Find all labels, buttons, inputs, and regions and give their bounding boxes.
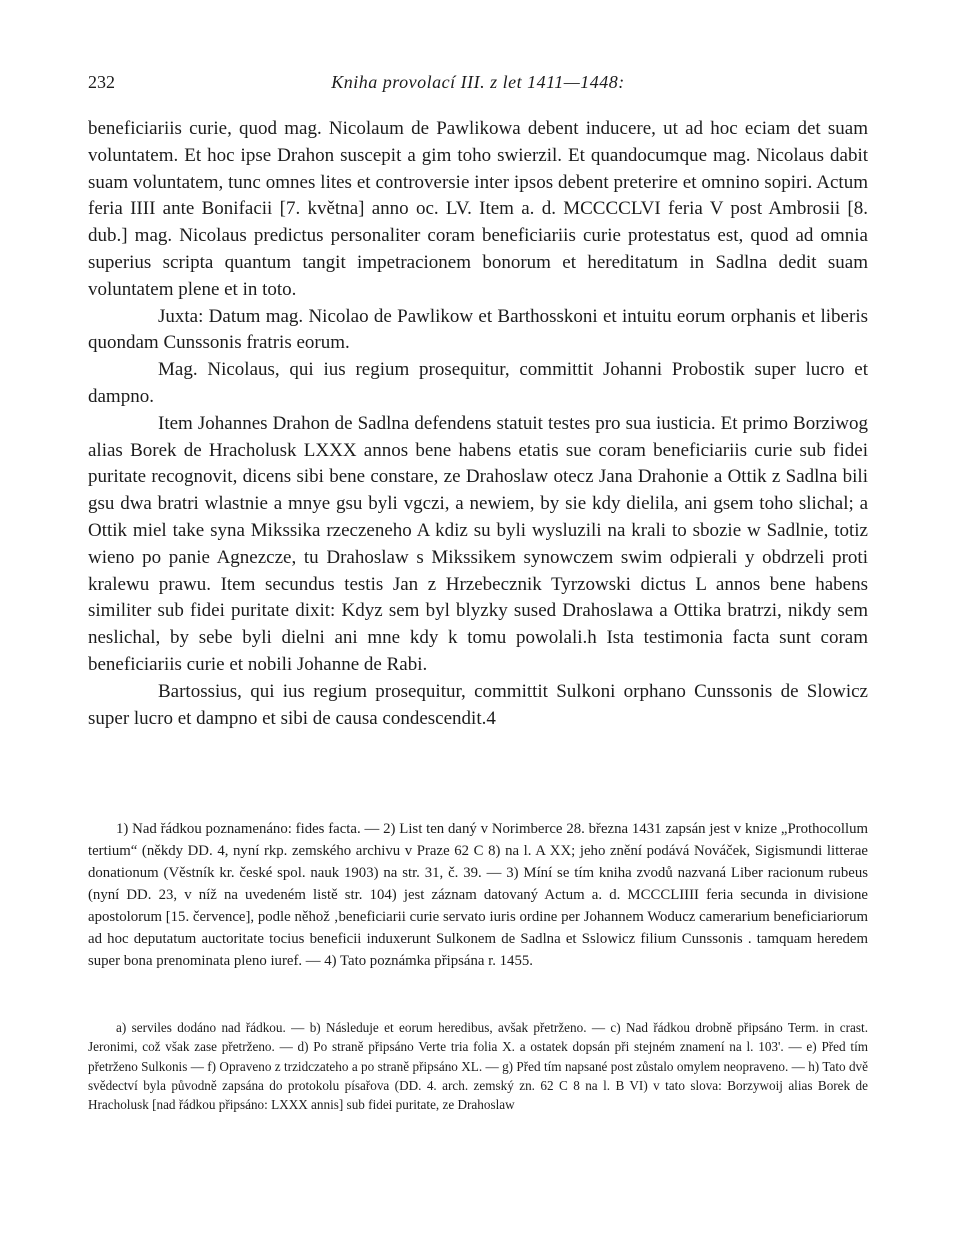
variant-notes-text: a) serviles dodáno nad řádkou. — b) Následuje et eorum heredibus, avšak přetrženo. — c) Nad řádkou drobně připsáno Term. in crast. Jeronimi, což však zase přetrženo. — d) Po straně připsáno Verte tria folia X. a ostatek dopsán při stejném znamení na l. 103'. — e) Před tím přetrženo Sulkonis — f) Opraveno z trzidczateho a po straně připsáno XL. — g) Před tím napsané post zůstalo omylem neopraveno. — h) Tato dvě svědectví byla původně zapsána do protokolu písařova (DD. 4. arch. zemský zn. 62 C 8 na l. B VI) v tato slova: Borzywoij alias Borek de Hracholusk [nad řádkou připsáno: LXXX annis] sub fidei puritate, ze Drahoslaw [88,1020,868,1113]
body-paragraph: Mag. Nicolaus, qui ius regium prosequitur, committit Johanni Probostik super lucro et dampno. [88,359,868,407]
running-title: Kniha provolací III. z let 1411—1448: [331,72,625,92]
body-paragraph: Item Johannes Drahon de Sadlna defendens statuit testes pro sua iusticia. Et primo Borziwog alias Borek de Hracholusk LXXX annos bene habens etatis sue coram beneficiariis curie sub fidei puritate recognovit, dicens sibi bene constare, ze Drahoslaw otecz Jana Drahonie a Ottik z Sadlna bili gsu dwa bratri wlastnie a mnye gsu byli vgczi, a newiem, by sie kdy dielila, ani gsem toho slichal; a Ottik miel take syna Mikssika rzeczeneho A kdiz su byli wysluzili na krali to sbozie w Sadlnie, totiz wieno po panie Agnezcze, tu Drahoslaw s Mikssikem synowczem swim odpierali y obdrzeli proti kralewu prawu. Item secundus testis Jan z Hrzebecznik Tyrzowski dictus L annos bene habens similiter sub fidei puritate dixit: Kdyz sem byl blyzky sused Drahoslawa a Ottika bratrzi, nikdy sem neslichal, by sebe byli dielni ani mne kdy k tomu powolali.h Ista testimonia facta sunt coram beneficiariis curie et nobili Johanne de Rabi. [88,412,868,675]
body-paragraph: Juxta: Datum mag. Nicolao de Pawlikow et Barthosskoni et intuitu eorum orphanis et liberis quondam Cunssonis fratris eorum. [88,305,868,354]
page-number: 232 [88,72,115,92]
body-paragraph: Bartossius, qui ius regium prosequitur, committit Sulkoni orphano Cunssonis de Slowicz super lucro et dampno et sibi de causa condescendit.4 [88,680,868,729]
body-paragraph: beneficiariis curie, quod mag. Nicolaum de Pawlikowa debent inducere, ut ad hoc eciam det suam voluntatem. Et hoc ipse Drahon suscepit a gim toho swierzil. Et quandocumque mag. Nicolaus dabit suam voluntatem, tunc omnes lites et controversie inter ipsos debent preterire et omnino sopiri. Actum feria IIII ante Bonifacii [7. května] anno oc. LV. Item a. d. MCCCCLVI feria V post Ambrosii [8. dub.] mag. Nicolaus predictus personaliter coram beneficiariis curie protestatus est, quod ad omnia superius scripta quantum tangit impetracionem bonorum et hereditatum in Sadlna dedit suam voluntatem plene et in toto. [88,118,868,300]
textual-variants [88,1018,868,1114]
page-header [88,72,868,100]
footnotes [88,818,868,972]
main-text [88,116,868,732]
footnote-text: 1) Nad řádkou poznamenáno: fides facta. — 2) List ten daný v Norimberce 28. března 1431 zapsán jest v knize „Prothocollum tertium“ (někdy DD. 4, nyní rkp. zemského archivu v Praze 62 C 8) na l. A XX; jeho znění podává Nováček, Sigismundi litterae donationum (Věstník kr. české spol. nauk 1903) na str. 31, č. 39. — 3) Míní se tím kniha zvodů nazvaná Liber racionum rubeus (nyní DD. 23, v níž na uvedeném listě str. 104) jest záznam datovaný Actum a. d. MCCCLIIII feria secunda in divisione apostolorum [15. července], podle něhož ‚beneficiarii curie servato iuris ordine per Johannem Woducz camerarium beneficiariorum ad hoc deputatum auctoritate tocius beneficii induxerunt Sulkonem de Sadlna et Sslowicz filium Cunssonis . tamquam heredem super bona prenominata pleno iuref. — 4) Tato poznámka připsána r. 1455. [88,821,868,969]
